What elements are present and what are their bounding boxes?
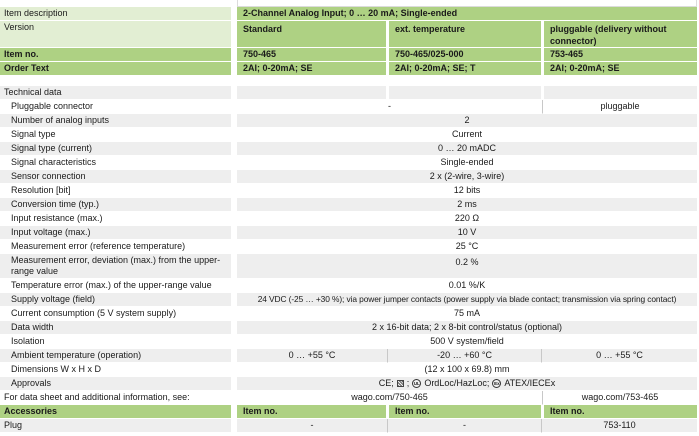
row-supply-voltage-field [0,293,699,307]
datasheet-label: For data sheet and additional information, see: [0,391,231,405]
row-sensor-connection [0,170,699,184]
row-signal-type-current [0,142,699,156]
approvals-separator: ; [406,378,410,388]
datasheet-link-753-465[interactable]: wago.com/753-465 [542,391,697,405]
row-label: Signal type (current) [0,142,231,156]
section-spacer [0,76,699,86]
row-value: 0.2 % [237,254,697,279]
version-label: Version [0,21,231,48]
row-value: 500 V system/field [237,335,697,349]
row-accessories-header [0,405,699,419]
ambient-temperature-label: Ambient temperature (operation) [0,349,231,363]
item-no-label: Item no. [0,48,231,62]
row-label: Supply voltage (field) [0,293,231,307]
technical-data-empty-cell-2 [389,86,541,100]
row-current-consumption [0,307,699,321]
accessories-item-no-header-3: Item no. [544,405,697,419]
item-no-pluggable: 753-465 [544,48,697,62]
row-value: 2 [237,114,697,128]
row-data-width [0,321,699,335]
technical-data-empty-cell-3 [544,86,697,100]
row-label: Measurement error, deviation (max.) from the upper-range value [0,254,231,279]
order-text-ext-temperature: 2AI; 0-20mA; SE; T [389,62,541,76]
approvals-label: Approvals [0,377,231,391]
row-ambient-temperature [0,349,699,363]
row-temperature-error [0,279,699,293]
technical-data-label: Technical data [0,86,231,100]
table-top-fragment [237,0,697,7]
row-value: 220 Ω [237,212,697,226]
row-value: 25 °C [237,240,697,254]
row-label: Sensor connection [0,170,231,184]
approvals-value [237,377,697,391]
row-item-no [0,48,699,62]
plug-ext-temperature: - [387,419,541,433]
row-value: Current [237,128,697,142]
row-order-text [0,62,699,76]
row-label: Input voltage (max.) [0,226,231,240]
row-resolution-bit [0,184,699,198]
row-isolation [0,335,699,349]
ordloc-hazloc-text: OrdLoc/HazLoc; [424,378,490,388]
ambient-pluggable: 0 … +55 °C [541,349,697,363]
datasheet-link-750-465[interactable]: wago.com/750-465 [237,391,542,405]
row-technical-data-header [0,86,699,100]
row-value: 2 ms [237,198,697,212]
row-value: 10 V [237,226,697,240]
row-value: 2 x 16-bit data; 2 x 8-bit control/status (optional) [237,321,697,335]
ambient-ext-temperature: -20 … +60 °C [387,349,541,363]
row-label: Isolation [0,335,231,349]
row-input-resistance [0,212,699,226]
row-label: Signal characteristics [0,156,231,170]
row-number-of-analog-inputs [0,114,699,128]
order-text-standard: 2AI; 0-20mA; SE [237,62,386,76]
item-no-ext-temperature: 750-465/025-000 [389,48,541,62]
atex-iecex-text: ATEX/IECEx [504,378,556,388]
row-value: 12 bits [237,184,697,198]
order-text-label: Order Text [0,62,231,76]
row-measurement-error-deviation [0,254,699,279]
plug-label: Plug [0,419,231,433]
row-value: 0.01 %/K [237,279,697,293]
technical-data-empty-cell-1 [237,86,386,100]
version-ext-temperature: ext. temperature [389,21,541,48]
order-text-pluggable: 2AI; 0-20mA; SE [544,62,697,76]
ambient-standard: 0 … +55 °C [237,349,387,363]
row-value: 75 mA [237,307,697,321]
pluggable-connector-value-std-ext: - [237,100,542,114]
row-label: Number of analog inputs [0,114,231,128]
row-label: Data width [0,321,231,335]
row-label: Resolution [bit] [0,184,231,198]
ce-mark: CE; [378,378,394,388]
row-value: 2 x (2-wire, 3-wire) [237,170,697,184]
row-signal-type [0,128,699,142]
row-label: Signal type [0,128,231,142]
dimensions-value: (12 x 100 x 69.8) mm [237,363,697,377]
row-version [0,21,699,48]
version-standard: Standard [237,21,386,48]
row-conversion-time [0,198,699,212]
row-label: Current consumption (5 V system supply) [0,307,231,321]
row-label: Input resistance (max.) [0,212,231,226]
row-signal-characteristics [0,156,699,170]
item-no-standard: 750-465 [237,48,386,62]
row-approvals [0,377,699,391]
row-item-description [0,7,699,21]
row-input-voltage [0,226,699,240]
plug-pluggable: 753-110 [541,419,697,433]
accessories-item-no-header-1: Item no. [237,405,386,419]
version-pluggable: pluggable (delivery without connector) [544,21,697,48]
plug-standard: - [237,419,387,433]
row-dimensions [0,363,699,377]
pluggable-connector-label: Pluggable connector [0,100,231,114]
row-label: Measurement error (reference temperature) [0,240,231,254]
row-label: Temperature error (max.) of the upper-range value [0,279,231,293]
row-value: 24 VDC (-25 … +30 %); via power jumper contacts (power supply via blade contact; transmission via spring contact) [237,293,697,307]
item-description-value: 2-Channel Analog Input; 0 … 20 mA; Single-ended [237,7,697,21]
row-plug [0,419,699,433]
item-description-label: Item description [0,7,231,21]
culus-icon: UL [413,381,420,386]
ukca-icon [397,380,404,387]
accessories-item-no-header-2: Item no. [389,405,541,419]
pluggable-connector-value-pluggable: pluggable [542,100,697,114]
accessories-label: Accessories [0,405,231,419]
row-label: Conversion time (typ.) [0,198,231,212]
row-datasheet-links [0,391,699,405]
row-pluggable-connector [0,100,699,114]
dimensions-label: Dimensions W x H x D [0,363,231,377]
row-value: Single-ended [237,156,697,170]
atex-ex-icon: Ex [494,381,500,386]
row-value: 0 … 20 mADC [237,142,697,156]
row-measurement-error-reference [0,240,699,254]
